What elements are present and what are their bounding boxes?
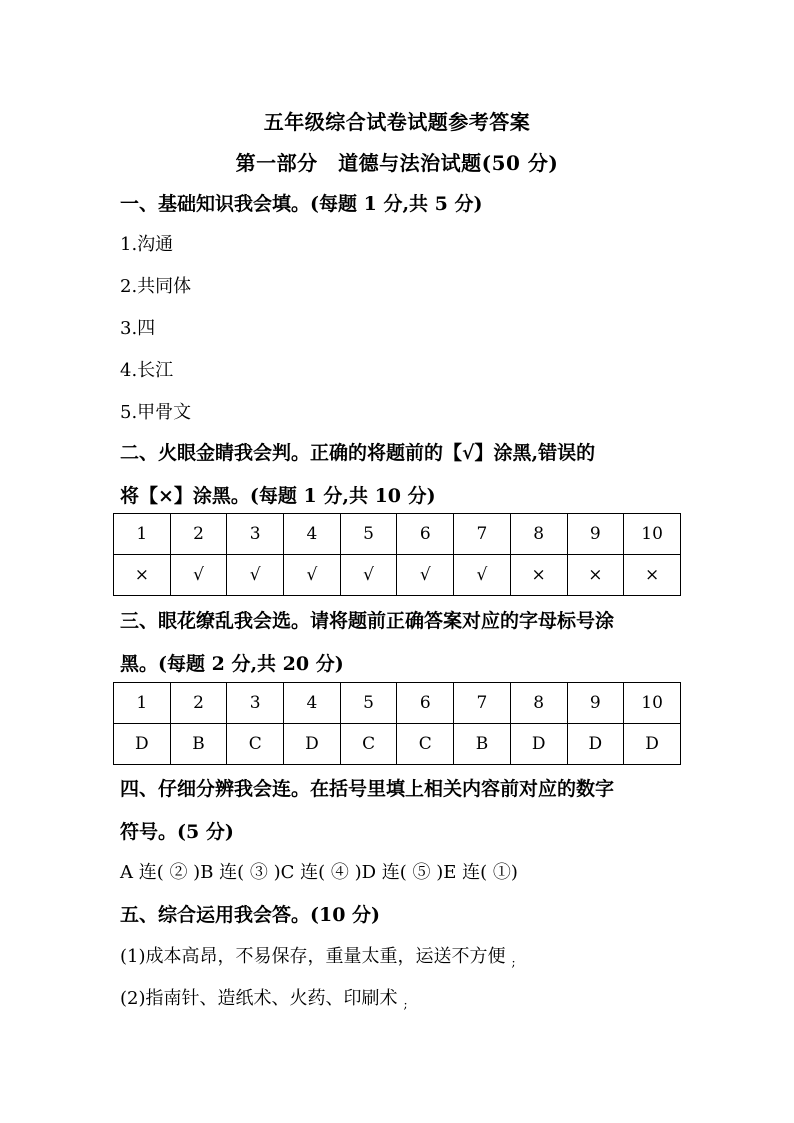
section3-answer-table <box>113 682 681 765</box>
section5-answer-2-text: (2)指南针、造纸术、火药、印刷术 <box>120 988 398 1009</box>
section5-answer-2 <box>120 984 408 1011</box>
semicolon-mark: ; <box>403 997 408 1011</box>
part-title: 第一部分 道德与法治试题(50 分) <box>235 151 559 175</box>
document-title: 五年级综合试卷试题参考答案 <box>263 110 531 134</box>
table-cell: D <box>114 724 171 765</box>
semicolon-mark: ; <box>511 955 516 969</box>
table-cell: 4 <box>284 514 341 555</box>
table-cell: √ <box>284 555 341 596</box>
table-cell: × <box>510 555 567 596</box>
table-row-numbers <box>114 514 681 555</box>
section5-answer-1-text: (1)成本高昂，不易保存，重量太重，运送不方便 <box>120 946 506 967</box>
table-row-letters <box>114 724 681 765</box>
table-cell: 10 <box>624 683 681 724</box>
section2-answer-table <box>113 513 681 596</box>
table-cell: D <box>510 724 567 765</box>
table-cell: 7 <box>454 514 511 555</box>
section3-heading-line1: 三、眼花缭乱我会选。请将题前正确答案对应的字母标号涂 <box>120 610 615 632</box>
table-cell: 1 <box>114 683 171 724</box>
table-cell: 6 <box>397 514 454 555</box>
section2-heading-line1: 二、火眼金睛我会判。正确的将题前的【√】涂黑,错误的 <box>120 442 596 464</box>
table-cell: 5 <box>340 683 397 724</box>
table-cell: 1 <box>114 514 171 555</box>
table-cell: 9 <box>567 514 624 555</box>
table-cell: 9 <box>567 683 624 724</box>
table-cell: 6 <box>397 683 454 724</box>
table-cell: √ <box>170 555 227 596</box>
table-cell: B <box>170 724 227 765</box>
table-cell: 8 <box>510 683 567 724</box>
section2-heading-line2: 将【×】涂黑。(每题 1 分,共 10 分) <box>120 485 436 507</box>
table-cell: 4 <box>284 683 341 724</box>
table-cell: D <box>624 724 681 765</box>
table-cell: D <box>567 724 624 765</box>
table-cell: 5 <box>340 514 397 555</box>
section1-answer-1: 1.沟通 <box>120 234 174 255</box>
table-cell: B <box>454 724 511 765</box>
section4-heading-line2: 符号。(5 分) <box>120 821 234 843</box>
section5-answer-1 <box>120 942 516 969</box>
table-cell: 3 <box>227 683 284 724</box>
table-cell: D <box>284 724 341 765</box>
section4-answer: A 连( ② )B 连( ③ )C 连( ④ )D 连( ⑤ )E 连( ①) <box>120 862 518 883</box>
table-cell: × <box>624 555 681 596</box>
table-cell: × <box>114 555 171 596</box>
table-cell: √ <box>454 555 511 596</box>
table-cell: 2 <box>170 683 227 724</box>
table-cell: 8 <box>510 514 567 555</box>
section1-answer-2: 2.共同体 <box>120 276 192 297</box>
table-cell: √ <box>227 555 284 596</box>
table-cell: 3 <box>227 514 284 555</box>
section1-heading: 一、基础知识我会填。(每题 1 分,共 5 分) <box>120 193 483 215</box>
section1-answer-3: 3.四 <box>120 318 156 339</box>
table-cell: √ <box>340 555 397 596</box>
section1-answer-5: 5.甲骨文 <box>120 402 192 423</box>
table-cell: × <box>567 555 624 596</box>
section1-answer-4: 4.长江 <box>120 360 174 381</box>
table-cell: 7 <box>454 683 511 724</box>
table-cell: C <box>397 724 454 765</box>
section3-heading-line2: 黑。(每题 2 分,共 20 分) <box>120 653 344 675</box>
table-cell: 2 <box>170 514 227 555</box>
table-cell: C <box>340 724 397 765</box>
section4-heading-line1: 四、仔细分辨我会连。在括号里填上相关内容前对应的数字 <box>120 778 615 800</box>
table-cell: √ <box>397 555 454 596</box>
table-row-marks <box>114 555 681 596</box>
table-row-numbers <box>114 683 681 724</box>
table-cell: 10 <box>624 514 681 555</box>
table-cell: C <box>227 724 284 765</box>
section5-heading: 五、综合运用我会答。(10 分) <box>120 904 381 926</box>
